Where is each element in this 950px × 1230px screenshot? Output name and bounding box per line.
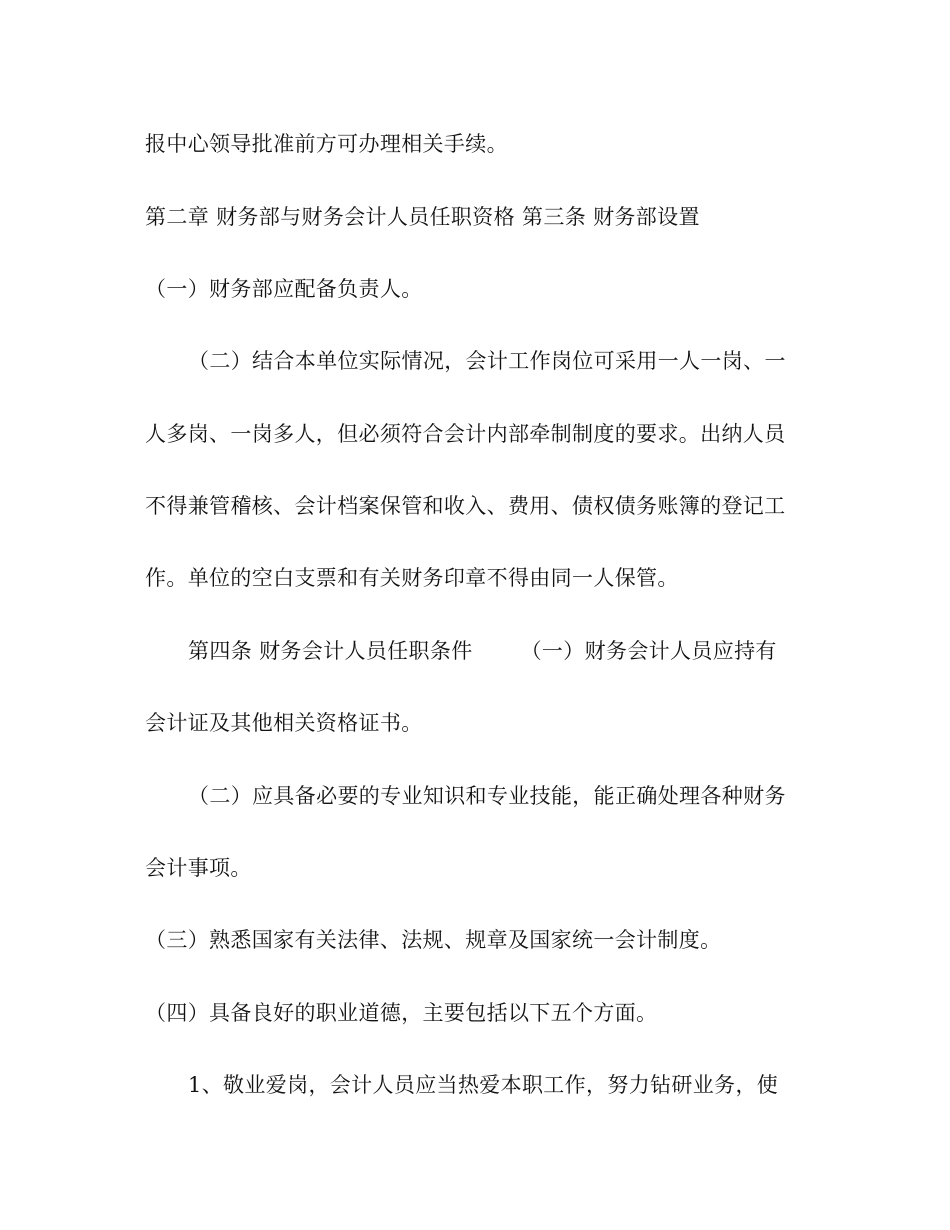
text-line: （三）熟悉国家有关法律、法规、规章及国家统一会计制度。	[145, 928, 722, 952]
article-heading-line	[188, 635, 848, 667]
text-line: （二）结合本单位实际情况，会计工作岗位可采用一人一岗、一	[188, 349, 786, 373]
text-line: 作。单位的空白支票和有关财务印章不得由同一人保管。	[145, 566, 679, 590]
text-line: 报中心领导批准前方可办理相关手续。	[145, 132, 508, 156]
text-line: （四）具备良好的职业道德，主要包括以下五个方面。	[145, 1001, 658, 1025]
text-line: 会计证及其他相关资格证书。	[145, 711, 423, 735]
text-line: 会计事项。	[145, 856, 252, 880]
article-clause: （一）财务会计人员应持有	[520, 639, 777, 663]
text-line: （二）应具备必要的专业知识和专业技能，能正确处理各种财务	[188, 784, 786, 808]
chapter-heading-line: 第二章 财务部与财务会计人员任职资格 第三条 财务部设置	[145, 205, 700, 229]
text-line: （一）财务部应配备负责人。	[145, 277, 423, 301]
article-title: 第四条 财务会计人员任职条件	[188, 639, 473, 663]
text-line: 不得兼管稽核、会计档案保管和收入、费用、债权债务账簿的登记工	[145, 494, 786, 518]
text-line: 人多岗、一岗多人，但必须符合会计内部牵制制度的要求。出纳人员	[145, 422, 786, 446]
text-line: 1、敬业爱岗，会计人员应当热爱本职工作，努力钻研业务，使	[188, 1073, 779, 1097]
